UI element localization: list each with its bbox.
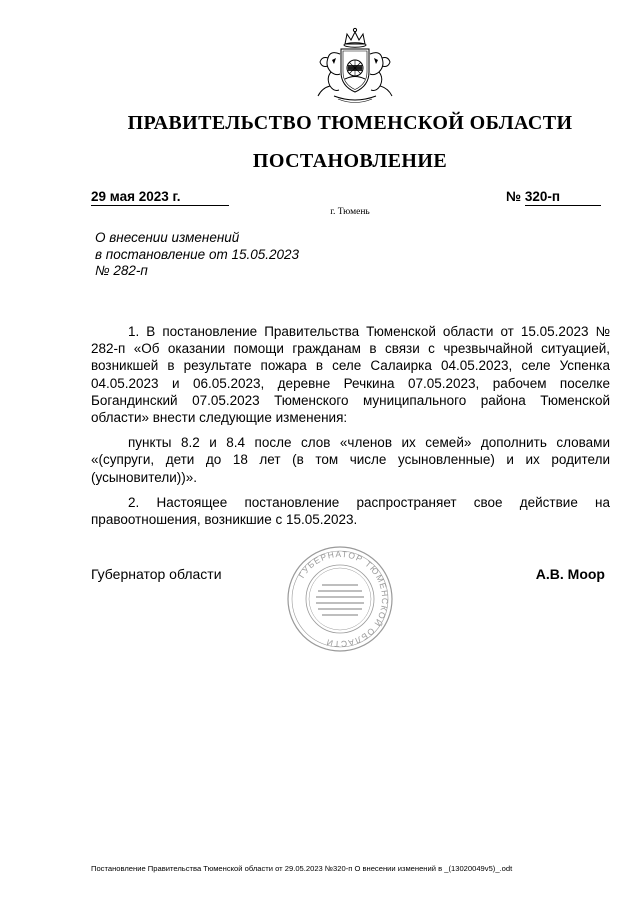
document-number-line [506, 189, 604, 206]
city-label: г. Тюмень [330, 207, 370, 217]
subject-line: № 282-п [95, 263, 148, 278]
body-paragraph: 1. В постановление Правительства Тюменской области от 15.05.2023 № 282-п «Об оказании помощи гражданам в связи с чрезвычайной ситуацией, возникшей в результате пожара в селе Салаирка 04.05.2023, селе Успенка 04.05.2023 и 06.05.2023, деревне Речкина 07.05.2023, рабочем поселке Богандинский 07.05.2023 Тюменского муниципального района Тюменской области» внести следующие изменения: [91, 324, 610, 426]
svg-text:ГУБЕРНАТОР ТЮМЕНСКОЙ ОБЛАСТИ [296, 549, 390, 649]
signer-role: Губернатор области [91, 566, 222, 582]
seal-text: ГУБЕРНАТОР ТЮМЕНСКОЙ ОБЛАСТИ [296, 548, 391, 650]
document-footer: Постановление Правительства Тюменской области от 29.05.2023 №320-п О внесении изменений в _(13020049v5)_.odt [91, 864, 513, 873]
number-label: № [506, 189, 522, 204]
tyumen-coat-of-arms-icon [312, 24, 398, 106]
document-type-title: ПОСТАНОВЛЕНИЕ [252, 150, 448, 172]
document-date: 29 мая 2023 г. [91, 189, 229, 206]
organization-title: ПРАВИТЕЛЬСТВО ТЮМЕНСКОЙ ОБЛАСТИ [127, 112, 573, 134]
subject-line: в постановление от 15.05.2023 [95, 246, 300, 262]
body-paragraph: пункты 8.2 и 8.4 после слов «членов их семей» дополнить словами «(супруги, дети до 18 лет (в том числе усыновленные) и их родители (усыновители))». [91, 435, 610, 485]
body-paragraph: 2. Настоящее постановление распространяет свое действие на правоотношения, возникшие с 15.05.2023. [91, 494, 610, 528]
document-body [91, 323, 610, 536]
document-number: 320-п [525, 189, 601, 206]
official-seal-stamp-icon [286, 545, 394, 653]
subject-line: О внесении изменений [95, 230, 240, 245]
signer-name: А.В. Моор [535, 566, 605, 582]
document-subject [95, 230, 355, 280]
